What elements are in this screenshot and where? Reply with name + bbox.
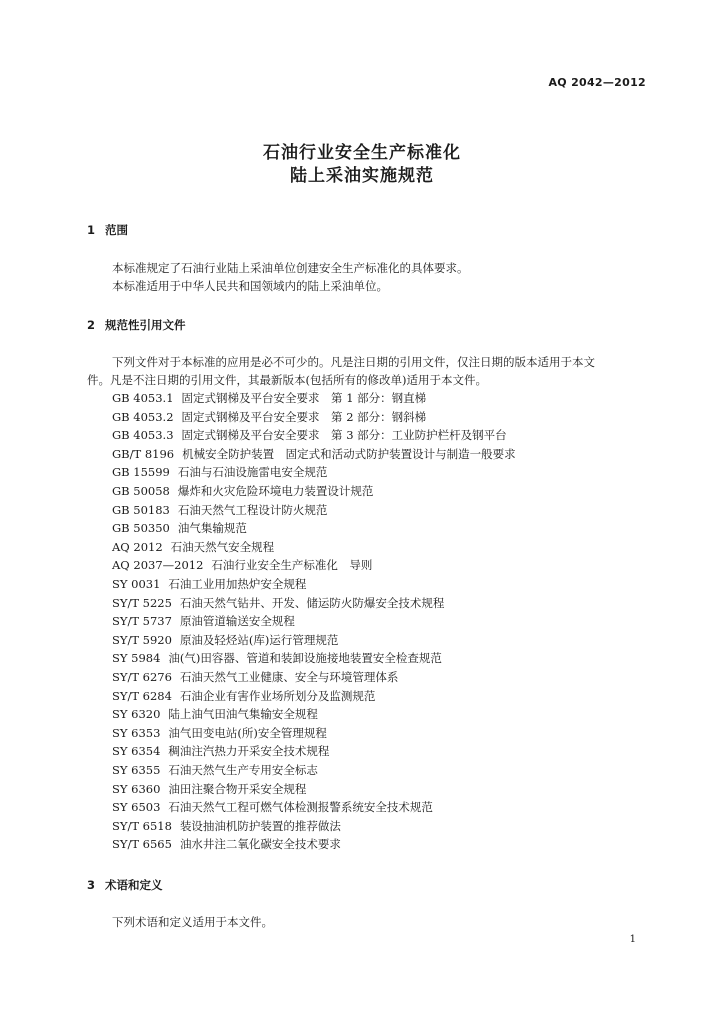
reference-code: SY/T 6518 bbox=[112, 818, 172, 833]
reference-title: 固定式钢梯及平台安全要求 第 1 部分：钢直梯 bbox=[181, 391, 427, 405]
reference-title: 稠油注汽热力开采安全技术规程 bbox=[168, 744, 330, 759]
reference-title: 石油天然气生产专用安全标志 bbox=[168, 763, 318, 777]
reference-item bbox=[112, 725, 327, 741]
reference-title: 石油天然气工业健康、安全与环境管理体系 bbox=[179, 670, 399, 684]
section-title: 术语和定义 bbox=[105, 878, 163, 892]
reference-code: AQ 2037—2012 bbox=[112, 558, 204, 573]
section-2-heading bbox=[87, 317, 186, 333]
reference-title: 石油天然气工程可燃气体检测报警系统安全技术规范 bbox=[168, 800, 433, 815]
reference-title: 油水井注二氧化碳安全技术要求 bbox=[179, 837, 341, 852]
reference-code: GB 4053.1 bbox=[112, 391, 174, 405]
reference-code: SY 6355 bbox=[112, 763, 161, 777]
reference-item bbox=[112, 520, 247, 536]
reference-code: SY 6503 bbox=[112, 800, 161, 815]
reference-code: GB 4053.2 bbox=[112, 409, 174, 424]
section-2-intro-continued: 件。凡是不注日期的引用文件，其最新版本(包括所有的修改单)适用于本文件。 bbox=[87, 373, 487, 387]
reference-title: 机械安全防护装置 固定式和活动式防护装置设计与制造一般要求 bbox=[182, 446, 516, 461]
reference-item bbox=[112, 632, 338, 648]
reference-title: 油气田变电站(所)安全管理规程 bbox=[168, 725, 327, 740]
reference-item bbox=[112, 390, 426, 406]
reference-title: 石油与石油设施雷电安全规范 bbox=[177, 465, 328, 480]
reference-code: SY 6354 bbox=[112, 744, 161, 759]
reference-code: SY/T 6276 bbox=[112, 670, 172, 684]
reference-code: SY/T 5737 bbox=[112, 614, 172, 629]
reference-item bbox=[112, 799, 433, 815]
section-number: 3 bbox=[87, 878, 96, 892]
reference-code: SY 6353 bbox=[112, 725, 161, 740]
reference-item bbox=[112, 409, 426, 425]
reference-item bbox=[112, 781, 306, 797]
reference-title: 固定式钢梯及平台安全要求 第 3 部分：工业防护栏杆及钢平台 bbox=[181, 428, 507, 443]
reference-item bbox=[112, 706, 318, 722]
reference-item bbox=[112, 762, 318, 778]
reference-title: 石油天然气工程设计防火规范 bbox=[177, 502, 328, 517]
reference-code: GB 15599 bbox=[112, 465, 170, 480]
reference-title: 油气集输规范 bbox=[177, 521, 247, 536]
reference-title: 爆炸和火灾危险环境电力装置设计规范 bbox=[177, 484, 374, 498]
section-1-heading bbox=[87, 222, 128, 238]
reference-code: SY 6360 bbox=[112, 781, 161, 796]
reference-title: 石油天然气钻井、开发、储运防火防爆安全技术规程 bbox=[179, 595, 445, 610]
reference-title: 陆上油气田油气集输安全规程 bbox=[168, 707, 318, 722]
reference-item bbox=[112, 688, 375, 704]
reference-item bbox=[112, 427, 507, 443]
reference-code: GB/T 8196 bbox=[112, 446, 175, 461]
reference-code: SY 5984 bbox=[112, 651, 161, 666]
reference-title: 油田注聚合物开采安全规程 bbox=[168, 781, 307, 796]
reference-item bbox=[112, 743, 329, 759]
document-code: AQ 2042—2012 bbox=[548, 76, 646, 89]
section-3-heading bbox=[87, 877, 163, 893]
section-1-paragraph: 本标准规定了石油行业陆上采油单位创建安全生产标准化的具体要求。 bbox=[112, 261, 469, 275]
reference-title: 原油及轻烃站(库)运行管理规范 bbox=[179, 632, 339, 647]
reference-code: SY/T 5225 bbox=[112, 595, 172, 610]
reference-item bbox=[112, 836, 341, 852]
reference-item bbox=[112, 446, 516, 462]
reference-item bbox=[112, 502, 327, 518]
reference-item bbox=[112, 818, 341, 834]
reference-code: SY/T 6284 bbox=[112, 688, 172, 703]
reference-title: 装设抽油机防护装置的推荐做法 bbox=[179, 818, 341, 833]
reference-item bbox=[112, 669, 398, 685]
section-number: 1 bbox=[87, 223, 96, 237]
reference-code: GB 50183 bbox=[112, 502, 170, 517]
document-title-line-2: 陆上采油实施规范 bbox=[290, 166, 434, 186]
reference-item bbox=[112, 557, 372, 573]
reference-code: GB 4053.3 bbox=[112, 428, 174, 443]
page-number: 1 bbox=[629, 934, 636, 945]
reference-item bbox=[112, 464, 327, 480]
section-2-intro: 下列文件对于本标准的应用是必不可少的。凡是注日期的引用文件，仅注日期的版本适用于本文 bbox=[112, 355, 595, 369]
reference-item bbox=[112, 483, 373, 499]
reference-code: SY/T 6565 bbox=[112, 837, 172, 852]
reference-title: 油(气)田容器、管道和装卸设施接地装置安全检查规范 bbox=[168, 651, 442, 666]
section-3-paragraph: 下列术语和定义适用于本文件。 bbox=[112, 915, 273, 929]
document-title-line-1: 石油行业安全生产标准化 bbox=[263, 143, 461, 163]
reference-title: 石油工业用加热炉安全规程 bbox=[168, 577, 307, 591]
reference-code: SY 6320 bbox=[112, 707, 161, 722]
reference-item bbox=[112, 595, 444, 611]
section-number: 2 bbox=[87, 318, 96, 332]
section-title: 规范性引用文件 bbox=[105, 318, 186, 332]
reference-item bbox=[112, 613, 295, 629]
reference-code: GB 50350 bbox=[112, 521, 170, 536]
reference-title: 石油企业有害作业场所划分及监测规范 bbox=[179, 688, 376, 703]
reference-title: 石油天然气安全规程 bbox=[170, 539, 275, 554]
section-1-paragraph: 本标准适用于中华人民共和国领域内的陆上采油单位。 bbox=[112, 279, 388, 293]
reference-code: GB 50058 bbox=[112, 484, 170, 498]
reference-title: 固定式钢梯及平台安全要求 第 2 部分：钢斜梯 bbox=[181, 409, 427, 424]
section-title: 范围 bbox=[105, 223, 128, 237]
reference-item bbox=[112, 539, 274, 555]
reference-code: SY/T 5920 bbox=[112, 632, 172, 647]
reference-item bbox=[112, 576, 306, 592]
reference-title: 石油行业安全生产标准化 导则 bbox=[211, 558, 373, 573]
reference-item bbox=[112, 650, 442, 666]
reference-code: SY 0031 bbox=[112, 577, 161, 591]
reference-title: 原油管道输送安全规程 bbox=[179, 614, 295, 629]
reference-code: AQ 2012 bbox=[112, 539, 163, 554]
